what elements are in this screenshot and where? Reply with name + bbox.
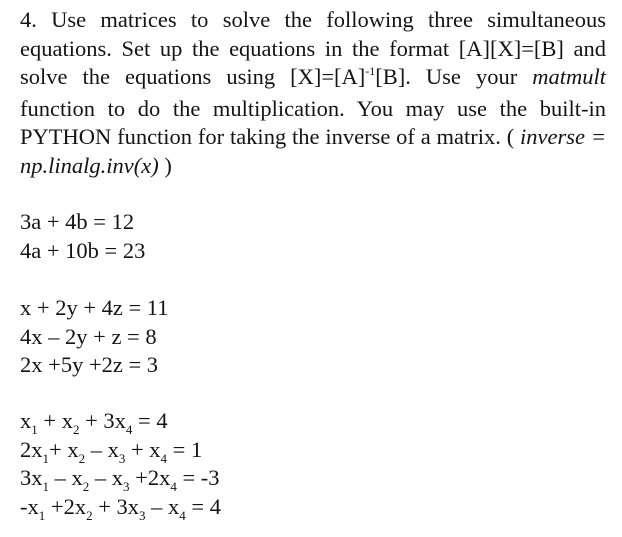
equation-term: – x	[85, 436, 119, 462]
equation-system-1	[20, 208, 145, 265]
variable-subscript: 1	[38, 507, 46, 523]
system3-equation-4	[20, 493, 221, 522]
variable-subscript: 1	[42, 479, 49, 494]
system3-equation-3	[20, 464, 221, 493]
variable-subscript: 2	[82, 479, 90, 494]
problem-statement	[20, 6, 606, 180]
system2-equation-3: 2x +5y +2z = 3	[20, 352, 159, 377]
equation-term: = 1	[167, 436, 203, 462]
equation-term: +2x	[45, 493, 87, 519]
variable-subscript: 3	[123, 479, 130, 494]
variable-subscript: 1	[42, 450, 49, 466]
variable-subscript: 2	[86, 507, 93, 523]
equation-term: – x	[49, 465, 83, 490]
matmult-function-name: matmult	[532, 64, 606, 89]
variable-subscript: 3	[118, 450, 126, 466]
equation-term: x	[20, 408, 32, 433]
equation-term: +2x	[129, 465, 171, 490]
problem-text-3: function to do the multiplication. You may use the built-in PYTHON function for taking the inverse of a matrix. (	[20, 95, 606, 149]
inverse-superscript: -1	[365, 64, 376, 78]
equation-term: + x	[125, 436, 161, 462]
variable-subscript: 4	[160, 450, 168, 466]
equation-term: + 3x	[79, 408, 126, 433]
system1-equation-1: 3a + 4b = 12	[20, 209, 135, 234]
equation-term: 3x	[20, 465, 43, 490]
variable-subscript: 2	[78, 450, 86, 466]
problem-text-4: )	[158, 152, 172, 178]
equation-term: + x	[49, 436, 79, 462]
equation-system-3	[20, 407, 221, 521]
equation-term: – x	[89, 465, 123, 490]
problem-text-2: [B]. Use your	[375, 64, 533, 89]
variable-subscript: 3	[139, 507, 146, 523]
variable-subscript: 1	[31, 422, 38, 437]
equation-term: – x	[145, 493, 180, 519]
variable-subscript: 4	[125, 422, 133, 437]
equation-term: -x	[20, 493, 39, 519]
equation-term: = -3	[176, 465, 220, 490]
equation-system-2	[20, 294, 168, 380]
system3-equation-2	[20, 436, 221, 465]
problem-text-1: 4. Use matrices to solve the following three simultaneous equations. Set up the equations in the format [A][X]=[B] and solve the equations using [X]=[A]	[20, 7, 606, 89]
system2-equation-1: x + 2y + 4z = 11	[20, 295, 169, 320]
variable-subscript: 4	[170, 479, 177, 494]
equation-term: + x	[37, 408, 73, 433]
system3-equation-1	[20, 407, 221, 436]
equation-term: = 4	[132, 408, 168, 433]
equation-term: = 4	[185, 493, 221, 519]
system1-equation-2: 4a + 10b = 23	[20, 237, 146, 263]
equation-term: + 3x	[92, 493, 140, 519]
equation-term: 2x	[20, 436, 43, 462]
variable-subscript: 2	[72, 422, 80, 437]
variable-subscript: 4	[179, 507, 186, 523]
system2-equation-2: 4x – 2y + z = 8	[20, 323, 157, 349]
inverse-code-snippet: inverse = np.linalg.inv(x)	[20, 124, 607, 178]
